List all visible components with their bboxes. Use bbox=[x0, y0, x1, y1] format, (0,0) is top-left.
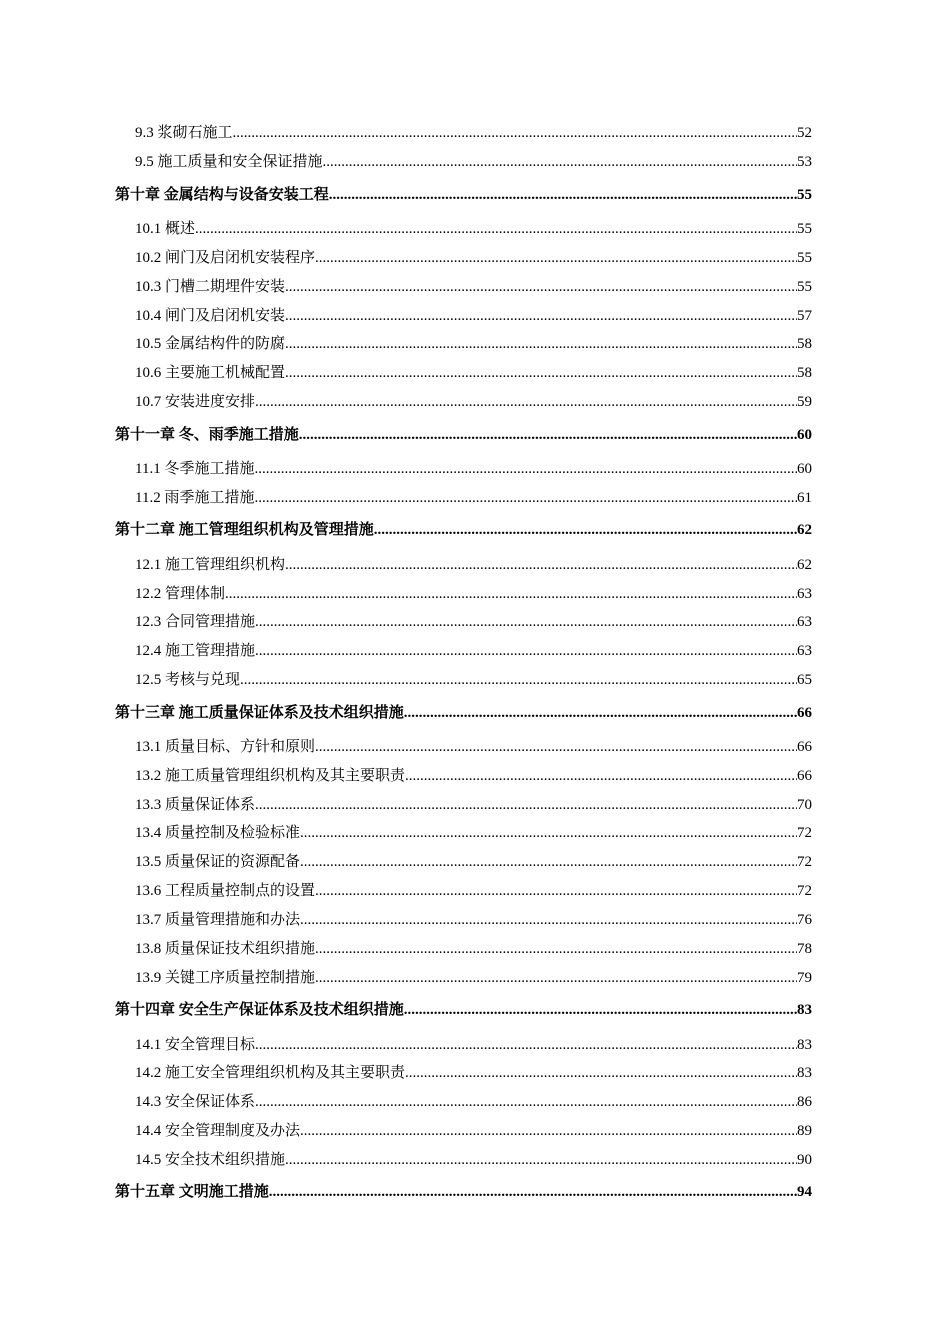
toc-dot-leader bbox=[374, 520, 797, 540]
toc-dot-leader bbox=[255, 795, 797, 815]
toc-page-number: 55 bbox=[797, 186, 812, 203]
toc-section-entry[interactable] bbox=[115, 608, 812, 637]
toc-page-number: 59 bbox=[797, 394, 812, 411]
toc-dot-leader bbox=[300, 852, 797, 872]
toc-page-number: 89 bbox=[797, 1123, 812, 1140]
toc-dot-leader bbox=[315, 881, 797, 901]
toc-dot-leader bbox=[315, 248, 797, 268]
toc-page-number: 72 bbox=[797, 825, 812, 842]
toc-dot-leader bbox=[300, 910, 797, 930]
toc-entry-title: 12.1 施工管理组织机构 bbox=[135, 556, 286, 573]
toc-entry-title: 13.7 质量管理措施和办法 bbox=[135, 911, 301, 928]
toc-chapter-entry[interactable] bbox=[115, 185, 812, 205]
toc-page-number: 60 bbox=[797, 426, 812, 443]
toc-section-entry[interactable] bbox=[115, 244, 812, 273]
toc-entry-title: 第十三章 施工质量保证体系及技术组织措施 bbox=[115, 704, 404, 721]
toc-page-number: 53 bbox=[797, 154, 812, 171]
toc-entry-title: 12.2 管理体制 bbox=[135, 585, 226, 602]
toc-dot-leader bbox=[255, 1092, 797, 1112]
toc-section-entry[interactable] bbox=[115, 761, 812, 790]
toc-dot-leader bbox=[285, 277, 797, 297]
toc-entry-title: 10.1 概述 bbox=[135, 221, 196, 238]
toc-entry-title: 14.1 安全管理目标 bbox=[135, 1036, 256, 1053]
toc-section-entry[interactable] bbox=[115, 330, 812, 359]
toc-dot-leader bbox=[269, 1182, 797, 1202]
toc-dot-leader bbox=[285, 363, 797, 383]
toc-section-entry[interactable] bbox=[115, 1030, 812, 1059]
toc-section-entry[interactable] bbox=[115, 848, 812, 877]
toc-chapter-entry[interactable] bbox=[115, 1182, 812, 1202]
toc-section-entry[interactable] bbox=[115, 906, 812, 935]
toc-entry-title: 第十四章 安全生产保证体系及技术组织措施 bbox=[115, 1002, 404, 1019]
toc-page-number: 57 bbox=[797, 307, 812, 324]
toc-entry-title: 12.3 合同管理措施 bbox=[135, 614, 256, 631]
toc-entry-title: 10.4 闸门及启闭机安装 bbox=[135, 307, 286, 324]
toc-section-entry[interactable] bbox=[115, 877, 812, 906]
toc-dot-leader bbox=[323, 152, 797, 172]
toc-section-entry[interactable] bbox=[115, 119, 812, 148]
toc-section-entry[interactable] bbox=[115, 934, 812, 963]
toc-page-number: 63 bbox=[797, 614, 812, 631]
toc-entry-title: 13.5 质量保证的资源配备 bbox=[135, 854, 301, 871]
toc-entry-title: 9.5 施工质量和安全保证措施 bbox=[135, 154, 323, 171]
toc-page-number: 86 bbox=[797, 1094, 812, 1111]
toc-section-entry[interactable] bbox=[115, 455, 812, 484]
toc-section-entry[interactable] bbox=[115, 1145, 812, 1174]
toc-entry-title: 12.4 施工管理措施 bbox=[135, 643, 256, 660]
toc-entry-title: 13.4 质量控制及检验标准 bbox=[135, 825, 301, 842]
toc-dot-leader bbox=[329, 185, 797, 205]
toc-entry-title: 13.9 关键工序质量控制措施 bbox=[135, 969, 316, 986]
toc-page-number: 55 bbox=[797, 249, 812, 266]
toc-section-entry[interactable] bbox=[115, 215, 812, 244]
toc-section-entry[interactable] bbox=[115, 1117, 812, 1146]
toc-dot-leader bbox=[240, 670, 797, 690]
toc-page-number: 58 bbox=[797, 365, 812, 382]
toc-entry-title: 10.7 安装进度安排 bbox=[135, 394, 256, 411]
toc-dot-leader bbox=[225, 584, 797, 604]
toc-chapter-entry[interactable] bbox=[115, 425, 812, 445]
toc-page-number: 90 bbox=[797, 1151, 812, 1168]
toc-section-entry[interactable] bbox=[115, 483, 812, 512]
toc-page-number: 76 bbox=[797, 911, 812, 928]
toc-page-number: 78 bbox=[797, 940, 812, 957]
toc-section-entry[interactable] bbox=[115, 272, 812, 301]
toc-section-entry[interactable] bbox=[115, 666, 812, 695]
toc-page-number: 63 bbox=[797, 643, 812, 660]
toc-dot-leader bbox=[255, 612, 797, 632]
toc-page-number: 83 bbox=[797, 1065, 812, 1082]
toc-page-number: 63 bbox=[797, 585, 812, 602]
toc-dot-leader bbox=[255, 392, 797, 412]
toc-section-entry[interactable] bbox=[115, 550, 812, 579]
toc-entry-title: 第十一章 冬、雨季施工措施 bbox=[115, 426, 299, 443]
toc-entry-title: 14.5 安全技术组织措施 bbox=[135, 1151, 286, 1168]
toc-entry-title: 13.2 施工质量管理组织机构及其主要职责 bbox=[135, 767, 406, 784]
toc-entry-title: 第十五章 文明施工措施 bbox=[115, 1184, 269, 1201]
toc-entry-title: 第十二章 施工管理组织机构及管理措施 bbox=[115, 522, 374, 539]
toc-section-entry[interactable] bbox=[115, 637, 812, 666]
toc-dot-leader bbox=[315, 737, 797, 757]
toc-page-number: 94 bbox=[797, 1184, 812, 1201]
toc-page-number: 70 bbox=[797, 796, 812, 813]
toc-chapter-entry[interactable] bbox=[115, 1000, 812, 1020]
toc-dot-leader bbox=[285, 306, 797, 326]
toc-entry-title: 11.1 冬季施工措施 bbox=[135, 461, 255, 478]
toc-dot-leader bbox=[404, 1000, 797, 1020]
toc-entry-title: 13.3 质量保证体系 bbox=[135, 796, 256, 813]
toc-page-number: 83 bbox=[797, 1002, 812, 1019]
toc-page-number: 72 bbox=[797, 854, 812, 871]
toc-dot-leader bbox=[285, 555, 797, 575]
toc-entry-title: 10.3 门槽二期埋件安装 bbox=[135, 278, 286, 295]
toc-page-number: 72 bbox=[797, 883, 812, 900]
toc-dot-leader bbox=[404, 703, 797, 723]
toc-page-number: 62 bbox=[797, 556, 812, 573]
toc-dot-leader bbox=[285, 334, 797, 354]
toc-entry-title: 12.5 考核与兑现 bbox=[135, 672, 241, 689]
toc-page-number: 66 bbox=[797, 738, 812, 755]
toc-entry-title: 13.6 工程质量控制点的设置 bbox=[135, 883, 316, 900]
toc-dot-leader bbox=[254, 488, 797, 508]
toc-section-entry[interactable] bbox=[115, 359, 812, 388]
toc-page-number: 65 bbox=[797, 672, 812, 689]
toc-dot-leader bbox=[255, 1035, 797, 1055]
toc-chapter-entry[interactable] bbox=[115, 703, 812, 723]
toc-entry-title: 10.6 主要施工机械配置 bbox=[135, 365, 286, 382]
toc-dot-leader bbox=[255, 641, 797, 661]
toc-section-entry[interactable] bbox=[115, 733, 812, 762]
toc-entry-title: 14.3 安全保证体系 bbox=[135, 1094, 256, 1111]
toc-entry-title: 10.2 闸门及启闭机安装程序 bbox=[135, 249, 316, 266]
toc-page-number: 66 bbox=[797, 767, 812, 784]
toc-entry-title: 第十章 金属结构与设备安装工程 bbox=[115, 186, 329, 203]
toc-section-entry[interactable] bbox=[115, 579, 812, 608]
toc-section-entry[interactable] bbox=[115, 1088, 812, 1117]
toc-dot-leader bbox=[233, 123, 797, 143]
toc-dot-leader bbox=[405, 766, 797, 786]
toc-page-number: 52 bbox=[797, 125, 812, 142]
toc-section-entry[interactable] bbox=[115, 301, 812, 330]
toc-dot-leader bbox=[315, 939, 797, 959]
toc-section-entry[interactable] bbox=[115, 819, 812, 848]
toc-page-number: 62 bbox=[797, 522, 812, 539]
toc-dot-leader bbox=[299, 425, 797, 445]
toc-section-entry[interactable] bbox=[115, 388, 812, 417]
toc-entry-title: 9.3 浆砌石施工 bbox=[135, 125, 233, 142]
toc-section-entry[interactable] bbox=[115, 963, 812, 992]
toc-entry-title: 11.2 雨季施工措施 bbox=[135, 489, 255, 506]
toc-entry-title: 13.1 质量目标、方针和原则 bbox=[135, 738, 316, 755]
toc-section-entry[interactable] bbox=[115, 1059, 812, 1088]
toc-page-number: 60 bbox=[797, 461, 812, 478]
toc-entry-title: 14.4 安全管理制度及办法 bbox=[135, 1123, 301, 1140]
toc-page-number: 83 bbox=[797, 1036, 812, 1053]
toc-dot-leader bbox=[300, 1121, 797, 1141]
toc-page-number: 58 bbox=[797, 336, 812, 353]
toc-section-entry[interactable] bbox=[115, 148, 812, 177]
toc-page-number: 61 bbox=[797, 489, 812, 506]
toc-entry-title: 10.5 金属结构件的防腐 bbox=[135, 336, 286, 353]
toc-page-number: 66 bbox=[797, 704, 812, 721]
toc-page-number: 55 bbox=[797, 278, 812, 295]
toc-dot-leader bbox=[405, 1063, 797, 1083]
toc-dot-leader bbox=[195, 219, 797, 239]
toc-dot-leader bbox=[315, 968, 797, 988]
toc-entry-title: 14.2 施工安全管理组织机构及其主要职责 bbox=[135, 1065, 406, 1082]
toc-page-number: 55 bbox=[797, 221, 812, 238]
table-of-contents bbox=[115, 119, 812, 1212]
toc-chapter-entry[interactable] bbox=[115, 520, 812, 540]
toc-page-number: 79 bbox=[797, 969, 812, 986]
toc-dot-leader bbox=[254, 459, 797, 479]
toc-section-entry[interactable] bbox=[115, 790, 812, 819]
toc-dot-leader bbox=[300, 823, 797, 843]
toc-dot-leader bbox=[285, 1150, 797, 1170]
toc-entry-title: 13.8 质量保证技术组织措施 bbox=[135, 940, 316, 957]
